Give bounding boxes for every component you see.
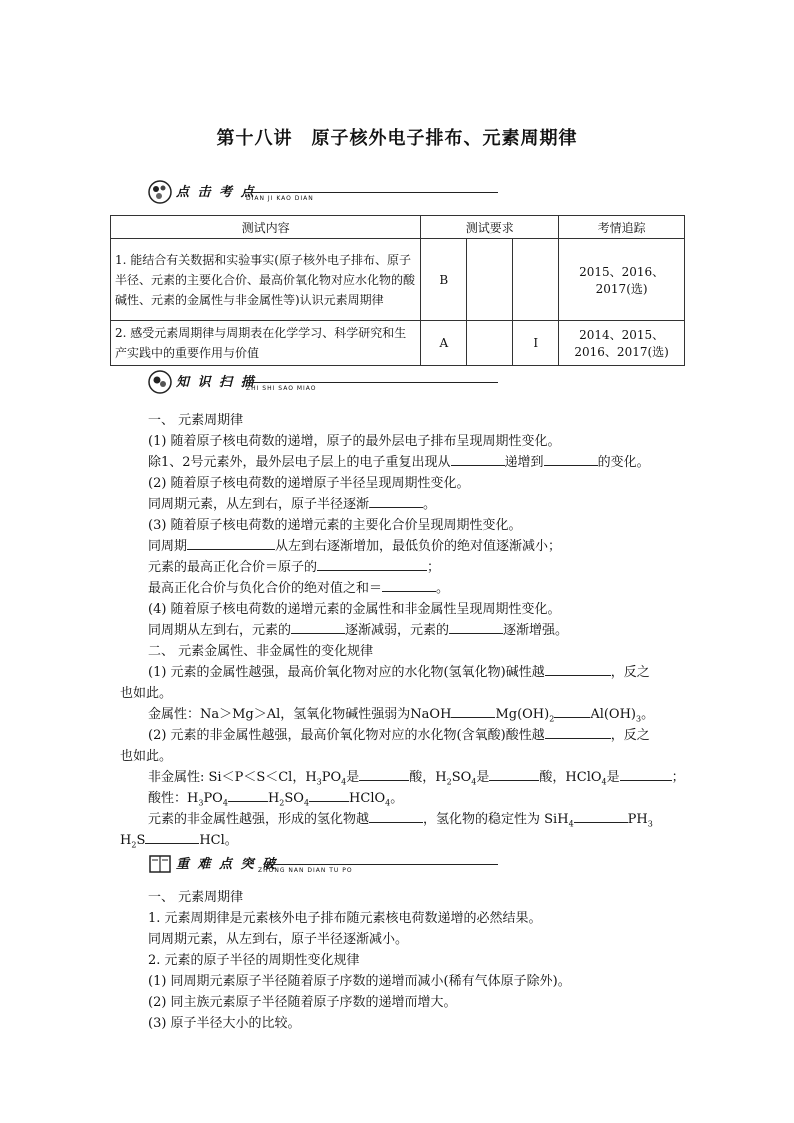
text-segment: 逐渐增强。 (503, 623, 569, 638)
subscript: 2 (549, 714, 555, 724)
fill-in-line (148, 451, 650, 470)
row-req-level2 (467, 321, 513, 366)
text-segment: Mg(OH) (495, 707, 550, 722)
subscript: 4 (385, 798, 391, 808)
text-segment: PO (203, 791, 223, 806)
text-segment: 是 (346, 770, 360, 785)
text-line: (3) 原子半径大小的比较。 (148, 1016, 301, 1031)
text-segment: 。 (436, 581, 450, 596)
text-segment: ，氢化物的稳定性为 SiH (423, 812, 569, 827)
text-segment: ，反之 (610, 665, 650, 680)
text-segment: ； (671, 770, 685, 785)
row-trace: 2015、2016、2017(选) (559, 239, 685, 321)
divider (248, 382, 498, 383)
subscript: 4 (568, 819, 574, 829)
subscript: 3 (316, 777, 322, 787)
fill-in-line (148, 577, 449, 596)
fill-in-line (148, 556, 440, 575)
fill-in-line (148, 493, 436, 512)
text-segment: 从左到右逐渐增加，最低负价的绝对值逐渐减小； (275, 539, 562, 554)
text-segment: 元素的最高正化合价＝原子的 (148, 560, 318, 575)
table-row (111, 321, 685, 366)
header-trace: 考情追踪 (559, 216, 685, 239)
banner-pinyin: ZHI SHI SAO MIAO (246, 385, 317, 392)
fill-in-line (148, 766, 685, 787)
text-segment: 同周期 (148, 539, 188, 554)
text-segment: 元素的非金属性越强，形成的氢化物越 (148, 812, 370, 827)
row-content: 2. 感受元素周期律与周期表在化学学习、科学研究和生产实践中的重要作用与价值 (111, 321, 421, 366)
text-segment: Al(OH) (590, 707, 636, 722)
row-req-level3 (513, 239, 559, 321)
answer-blank[interactable] (359, 768, 409, 781)
text-segment: 金属性：Na＞Mg＞Al，氢氧化物碱性强弱为NaOH (148, 707, 452, 722)
text-line: (1) 同周期元素原子半径随着原子序数的递增而减小(稀有气体原子除外)。 (148, 974, 571, 989)
divider (248, 192, 498, 193)
answer-blank[interactable] (545, 726, 611, 739)
banner-label: 知 识 扫 描 (176, 375, 256, 390)
answer-blank[interactable] (451, 705, 495, 718)
text-segment: 同周期元素，从左到右，原子半径逐渐 (148, 497, 370, 512)
answer-blank[interactable] (574, 810, 628, 823)
text-segment: 。 (641, 707, 655, 722)
fill-in-line (148, 661, 650, 680)
page-title: 第十八讲 原子核外电子排布、元素周期律 (216, 128, 578, 149)
text-line: (2) 同主族元素原子半径随着原子序数的递增而增大。 (148, 995, 457, 1010)
subscript: 3 (198, 798, 204, 808)
fill-in-line (148, 619, 568, 638)
text-line: 同周期元素，从左到右，原子半径逐渐减小。 (148, 932, 409, 947)
section-banner-zhishi (148, 370, 358, 394)
header-content: 测试内容 (111, 216, 421, 239)
subscript: 4 (601, 777, 607, 787)
text-segment: H (120, 833, 132, 848)
answer-blank[interactable] (317, 558, 427, 571)
header-requirement: 测试要求 (421, 216, 559, 239)
fill-in-line (148, 535, 561, 554)
text-segment: HCl。 (199, 833, 238, 848)
text-segment: ； (427, 560, 441, 575)
banner-label: 点 击 考 点 (176, 185, 256, 200)
answer-blank[interactable] (489, 768, 539, 781)
banner-label: 重 难 点 突 破 (176, 857, 278, 872)
subscript: 4 (222, 798, 228, 808)
text-segment: PH (627, 812, 648, 827)
text-segment: 。 (423, 497, 437, 512)
text-segment: 是 (606, 770, 620, 785)
text-segment: 的变化。 (597, 455, 650, 470)
subscript: 2 (131, 840, 137, 850)
subscript: 3 (636, 714, 642, 724)
answer-blank[interactable] (449, 621, 503, 634)
heading-periodic-law: 一、 元素周期律 (148, 413, 244, 428)
text-segment: HClO (349, 791, 386, 806)
answer-blank[interactable] (187, 537, 275, 550)
section-banner-zhongnan (148, 852, 358, 876)
row-content: 1. 能结合有关数据和实验事实(原子核外电子排布、原子半径、元素的主要化合价、最高价氧化物对应水化物的酸碱性、元素的金属性与非金属性等)认识元素周期律 (111, 239, 421, 321)
text-segment: ，反之 (610, 728, 650, 743)
answer-blank[interactable] (382, 579, 436, 592)
answer-blank[interactable] (369, 495, 423, 508)
text-segment: 最高正化合价与负化合价的绝对值之和＝ (148, 581, 383, 596)
text-segment: 逐渐减弱，元素的 (345, 623, 450, 638)
table-row (111, 239, 685, 321)
answer-blank[interactable] (545, 663, 611, 676)
divider (266, 864, 498, 865)
fill-in-line (148, 724, 650, 743)
text-segment: SO (284, 791, 304, 806)
subscript: 2 (279, 798, 285, 808)
subscript: 4 (471, 777, 477, 787)
answer-blank[interactable] (145, 831, 199, 844)
text-segment: (1) 元素的金属性越强，最高价氧化物对应的水化物(氢氧化物)碱性越 (148, 665, 545, 680)
text-segment: S (136, 833, 146, 848)
text-line: (4) 随着原子核电荷数的递增元素的金属性和非金属性呈现周期性变化。 (148, 602, 561, 617)
row-trace: 2014、2015、2016、2017(选) (559, 321, 685, 366)
text-line: 2. 元素的原子半径的周期性变化规律 (148, 953, 360, 968)
text-line: 1. 元素周期律是元素核外电子排布随元素核电荷数递增的必然结果。 (148, 911, 542, 926)
text-line: (1) 随着原子核电荷数的递增，原子的最外层电子排布呈现周期性变化。 (148, 434, 561, 449)
test-requirements-table (110, 215, 685, 366)
answer-blank[interactable] (309, 789, 349, 802)
book-icon (148, 852, 172, 876)
text-line: 也如此。 (120, 749, 173, 764)
text-segment: 同周期从左到右，元素的 (148, 623, 292, 638)
subscript: 3 (647, 819, 653, 829)
answer-blank[interactable] (369, 810, 423, 823)
molecule-icon (148, 180, 172, 204)
text-segment: 酸性：H (148, 791, 199, 806)
subscript: 4 (303, 798, 310, 808)
text-segment: (2) 元素的非金属性越强，最高价氧化物对应的水化物(含氧酸)酸性越 (148, 728, 545, 743)
text-segment: 是 (476, 770, 490, 785)
text-segment: 酸，H (409, 770, 447, 785)
text-segment: SO (451, 770, 472, 785)
text-segment: 递增到 (504, 455, 544, 470)
fill-in-line (148, 808, 653, 829)
fill-in-line (148, 703, 654, 724)
subscript: 2 (446, 777, 452, 787)
text-segment: 。 (390, 791, 404, 806)
row-req-level1: A (421, 321, 467, 366)
answer-blank[interactable] (620, 768, 672, 781)
answer-blank[interactable] (291, 621, 345, 634)
text-segment: PO (321, 770, 342, 785)
answer-blank[interactable] (451, 453, 505, 466)
text-line: 也如此。 (120, 686, 173, 701)
text-segment: 除1、2号元素外，最外层电子层上的电子重复出现从 (148, 455, 451, 470)
text-segment: 酸，HClO (539, 770, 602, 785)
answer-blank[interactable] (544, 453, 598, 466)
heading-metal-rules: 二、 元素金属性、非金属性的变化规律 (148, 644, 374, 659)
row-req-level1: B (421, 239, 467, 321)
banner-pinyin: ZHONG NAN DIAN TU PO (258, 867, 353, 874)
answer-blank[interactable] (554, 705, 590, 718)
subscript: 4 (341, 777, 347, 787)
banner-pinyin: DIAN JI KAO DIAN (246, 195, 314, 202)
row-req-level3: Ⅰ (513, 321, 559, 366)
section-banner-kaodian (148, 180, 358, 204)
fill-in-line (148, 787, 403, 808)
table-header-row (111, 216, 685, 239)
heading-periodic-law-2: 一、 元素周期律 (148, 890, 244, 905)
text-segment: H (267, 791, 280, 806)
chemistry-icon (148, 370, 172, 394)
text-segment: 非金属性: Si＜P＜S＜Cl，H (148, 770, 317, 785)
fill-in-line (120, 829, 238, 850)
text-line: (2) 随着原子核电荷数的递增原子半径呈现周期性变化。 (148, 476, 470, 491)
text-line: (3) 随着原子核电荷数的递增元素的主要化合价呈现周期性变化。 (148, 518, 522, 533)
row-req-level2 (467, 239, 513, 321)
answer-blank[interactable] (228, 789, 268, 802)
